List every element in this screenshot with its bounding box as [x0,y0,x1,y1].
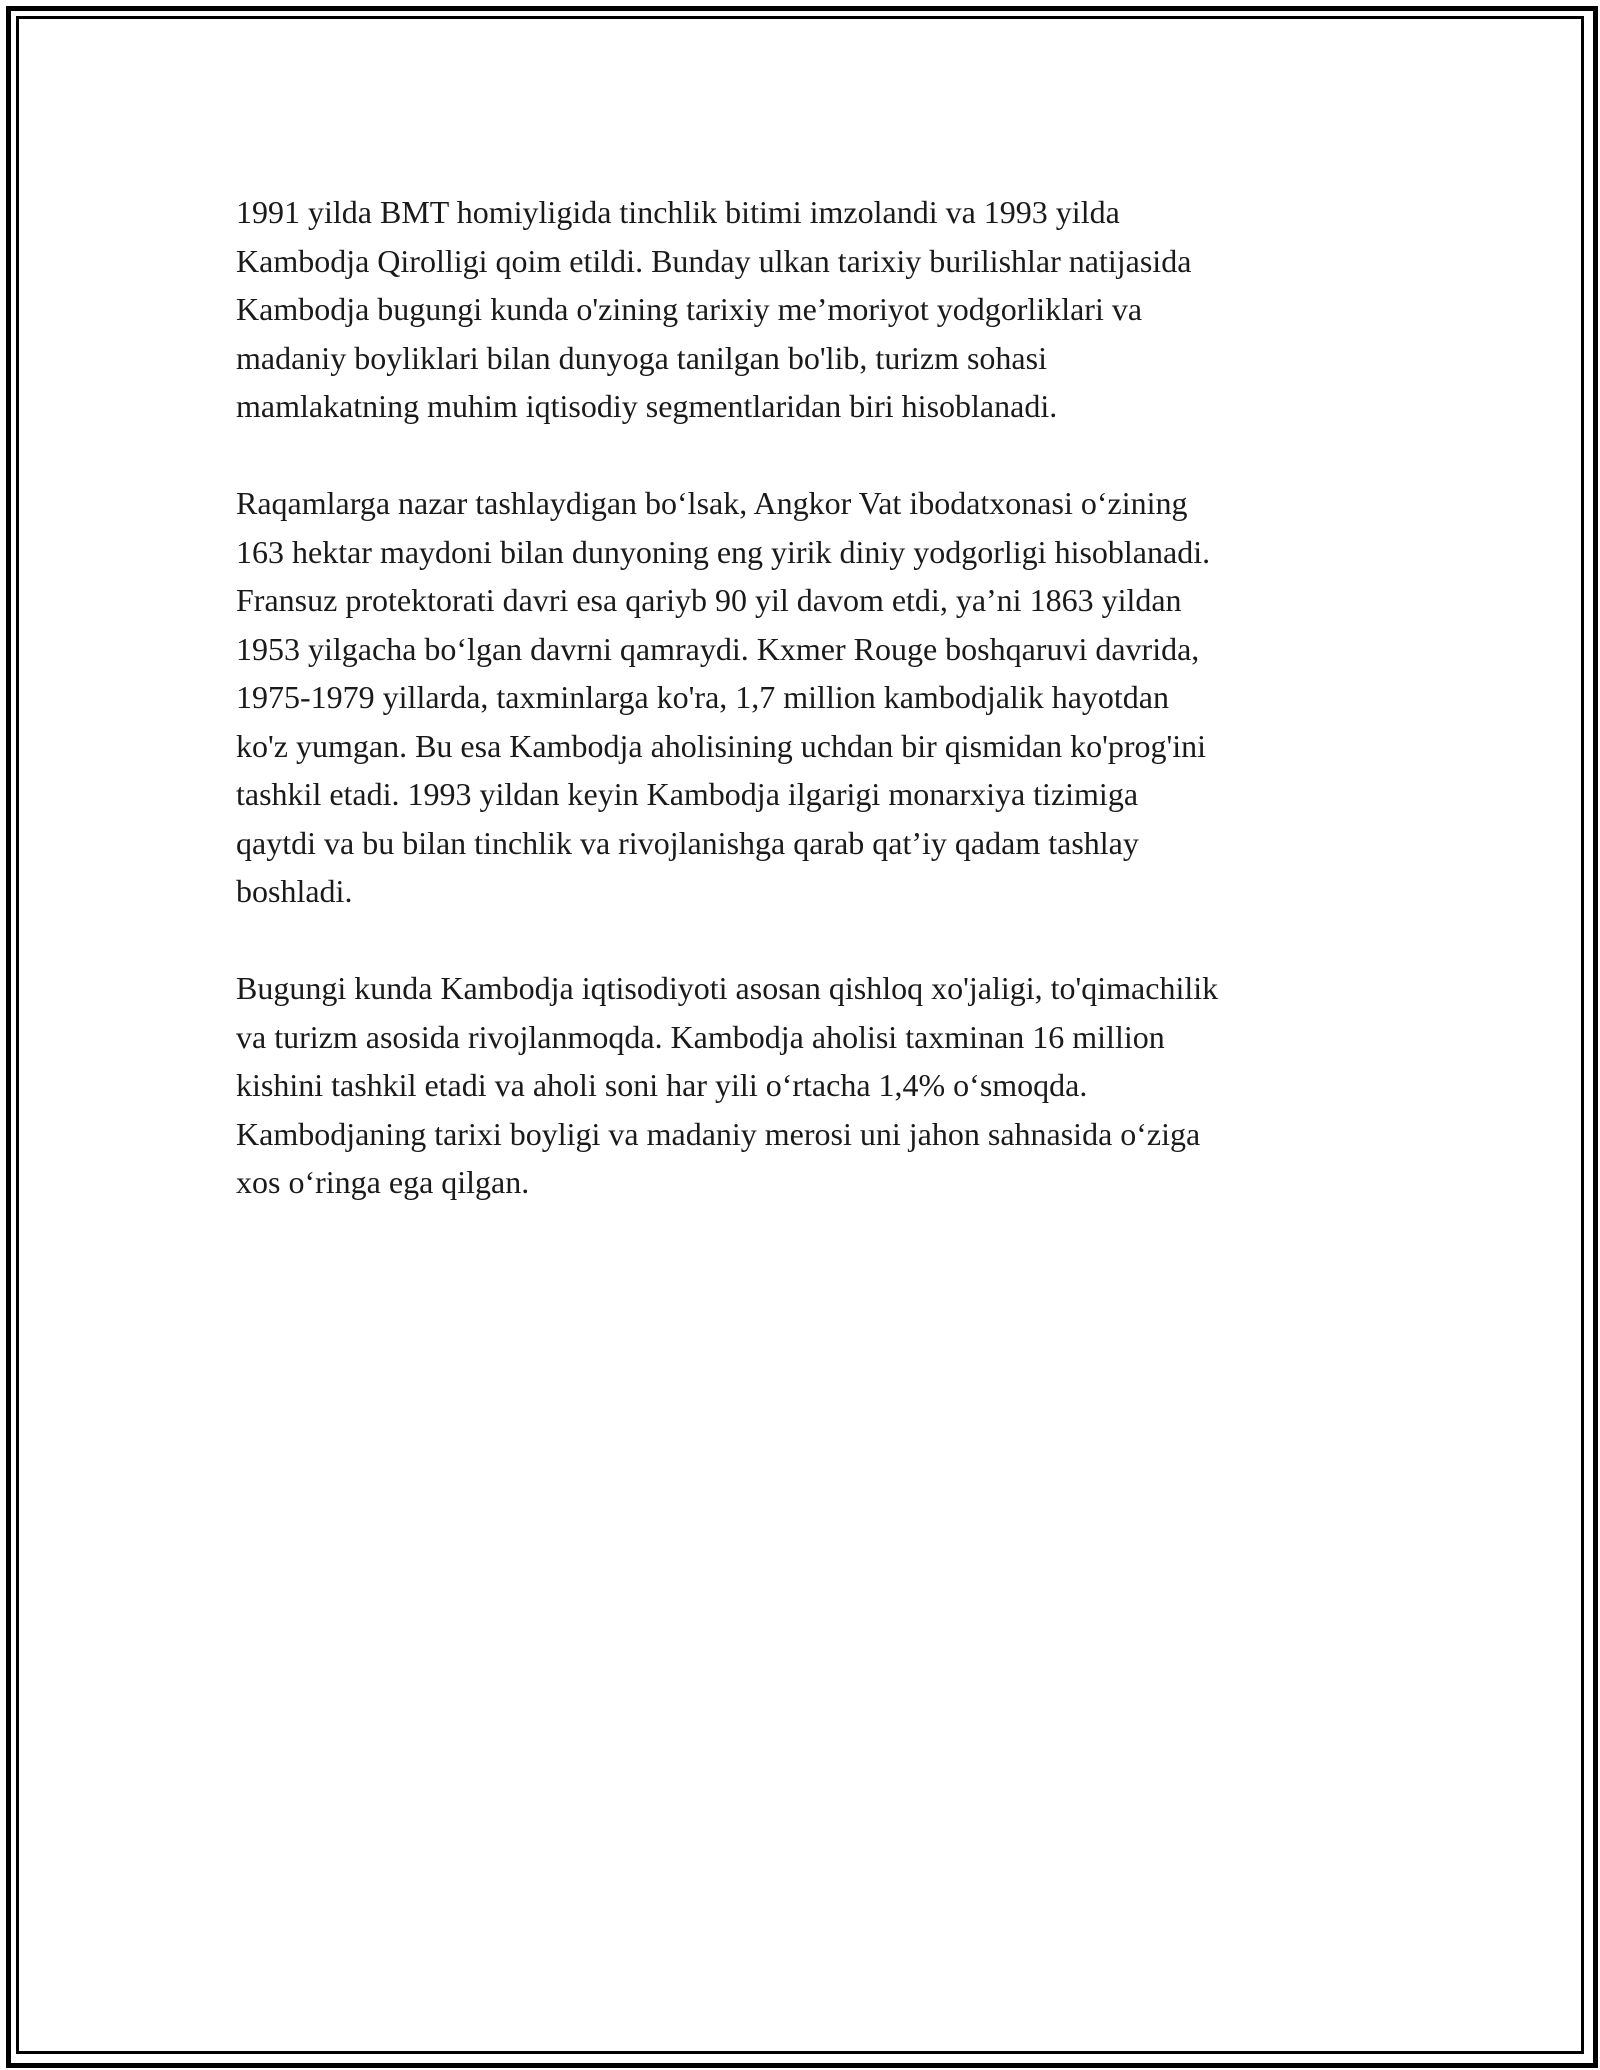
paragraph-3 [236,964,1386,1207]
text-line: ko'z yumgan. Bu esa Kambodja aholisining uchdan bir qismidan ko'prog'ini [236,727,1207,764]
text-line: va turizm asosida rivojlanmoqda. Kambodja aholisi taxminan 16 million [236,1018,1165,1055]
text-line: 163 hektar maydoni bilan dunyoning eng yirik diniy yodgorligi hisoblanadi. [236,533,1211,570]
text-line: 1975-1979 yillarda, taxminlarga ko'ra, 1,7 million kambodjalik hayotdan [236,679,1169,715]
text-line: Bugungi kunda Kambodja iqtisodiyoti asosan qishloq xo'jaligi, to'qimachilik [236,970,1219,1006]
text-line: Fransuz protektorati davri esa qariyb 90 yil davom etdi, ya’ni 1863 yildan [236,582,1182,618]
text-line: 1953 yilgacha bo‘lgan davrni qamraydi. Kxmer Rouge boshqaruvi davrida, [236,630,1200,667]
text-line: mamlakatning muhim iqtisodiy segmentlaridan biri hisoblanadi. [236,388,1058,424]
text-line: xos o‘ringa ega qilgan. [236,1164,530,1200]
text-line: qaytdi va bu bilan tinchlik va rivojlanishga qarab qat’iy qadam tashlay [236,824,1139,861]
text-line: Kambodjaning tarixi boyligi va madaniy merosi uni jahon sahnasida o‘ziga [236,1115,1201,1152]
text-line: tashkil etadi. 1993 yildan keyin Kambodja ilgarigi monarxiya tizimiga [236,776,1139,812]
document-body [236,188,1386,1255]
text-line: kishini tashkil etadi va aholi soni har yili o‘rtacha 1,4% o‘smoqda. [236,1067,1088,1103]
text-line: madaniy boyliklari bilan dunyoga tanilgan bo'lib, turizm sohasi [236,339,1047,376]
paragraph-1 [236,188,1386,431]
text-line: boshladi. [236,873,353,909]
text-line: Kambodja bugungi kunda o'zining tarixiy me’moriyot yodgorliklari va [236,291,1143,327]
text-line: Kambodja Qirolligi qoim etildi. Bunday ulkan tarixiy burilishlar natijasida [236,242,1192,279]
text-line: 1991 yilda BMT homiyligida tinchlik bitimi imzolandi va 1993 yilda [236,194,1120,230]
text-line: Raqamlarga nazar tashlaydigan bo‘lsak, Angkor Vat ibodatxonasi o‘zining [236,485,1188,521]
paragraph-2 [236,479,1386,916]
